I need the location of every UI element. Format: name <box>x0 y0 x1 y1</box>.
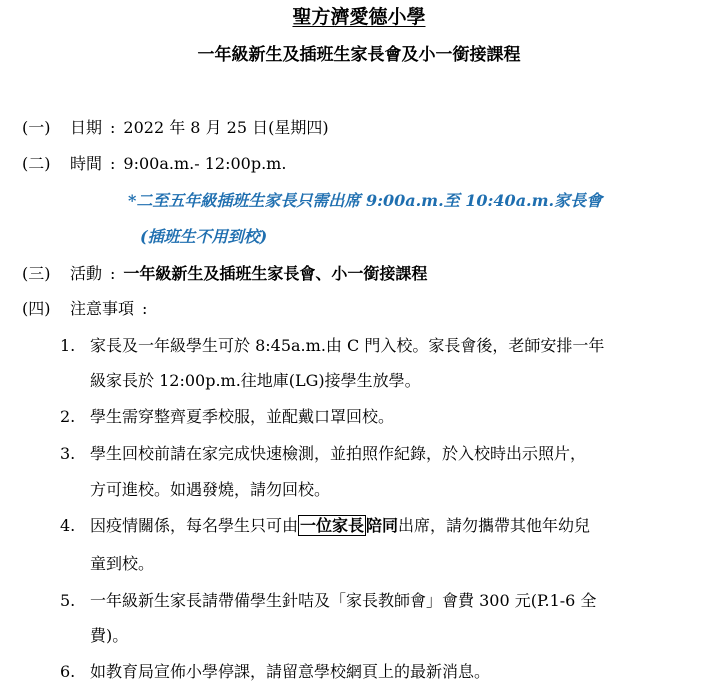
note-text: 學生需穿整齊夏季校服，並配戴口罩回校。 <box>90 407 395 426</box>
info-value: 2022 年 8 月 25 日(星期四) <box>123 118 329 137</box>
info-notes-heading <box>22 298 155 320</box>
note-item-1-continuation: 級家長於 12:00p.m.往地庫(LG)接學生放學。 <box>90 371 421 390</box>
note-index: 4. <box>60 516 76 535</box>
info-label: 時間 <box>70 154 103 173</box>
note-text-start: 因疫情關係，每名學生只可由 <box>90 516 299 535</box>
info-label: 活動 <box>70 264 103 283</box>
boxed-emphasis: 一位家長 <box>300 516 365 535</box>
note-text-end: 出席，請勿攜帶其他年幼兒 <box>398 516 591 535</box>
note-item-5 <box>60 590 596 612</box>
note-item-3-continuation: 方可進校。如遇發燒，請勿回校。 <box>90 480 331 499</box>
note-item-5-continuation: 費)。 <box>90 626 129 645</box>
note-index: 6. <box>60 662 76 681</box>
time-note-line2: (插班生不用到校) <box>140 227 268 246</box>
note-item-6 <box>60 661 490 683</box>
bold-emphasis: 陪同 <box>366 516 399 535</box>
note-index: 1. <box>60 336 76 355</box>
info-separator: : <box>110 118 116 137</box>
note-text: 學生回校前請在家完成快速檢測，並拍照作紀錄，於入校時出示照片， <box>90 444 587 463</box>
info-value: 9:00a.m.- 12:00p.m. <box>123 154 287 173</box>
info-number: (三) <box>22 264 51 283</box>
info-value: 一年級新生及插班生家長會、小一銜接課程 <box>123 264 428 283</box>
time-note-line1: *二至五年級插班生家長只需出席 9:00a.m.至 10:40a.m.家長會 <box>128 191 603 210</box>
note-text: 如教育局宣佈小學停課，請留意學校網頁上的最新消息。 <box>90 662 491 681</box>
note-index: 3. <box>60 444 76 463</box>
info-activity <box>22 263 427 285</box>
note-item-4-continuation: 童到校。 <box>90 554 155 573</box>
school-name: 聖方濟愛德小學 <box>292 6 426 28</box>
note-index: 2. <box>60 407 76 426</box>
note-item-2 <box>60 406 394 428</box>
document-subtitle: 一年級新生及插班生家長會及小一銜接課程 <box>197 45 521 65</box>
note-item-4 <box>60 515 590 537</box>
info-label: 注意事項 <box>70 299 135 318</box>
note-text: 一年級新生家長請帶備學生針咭及「家長教師會」會費 300 元(P.1-6 全 <box>90 591 597 610</box>
note-index: 5. <box>60 591 76 610</box>
info-separator: : <box>142 299 148 318</box>
info-separator: : <box>110 264 116 283</box>
info-number: (二) <box>22 154 51 173</box>
note-text: 家長及一年級學生可於 8:45a.m.由 C 門入校。家長會後，老師安排一年 <box>90 336 605 355</box>
info-number: (一) <box>22 118 51 137</box>
info-number: (四) <box>22 299 51 318</box>
note-item-3 <box>60 443 586 465</box>
info-date <box>22 117 329 139</box>
info-time <box>22 153 286 175</box>
info-separator: : <box>110 154 116 173</box>
info-label: 日期 <box>70 118 103 137</box>
note-item-1 <box>60 335 604 357</box>
